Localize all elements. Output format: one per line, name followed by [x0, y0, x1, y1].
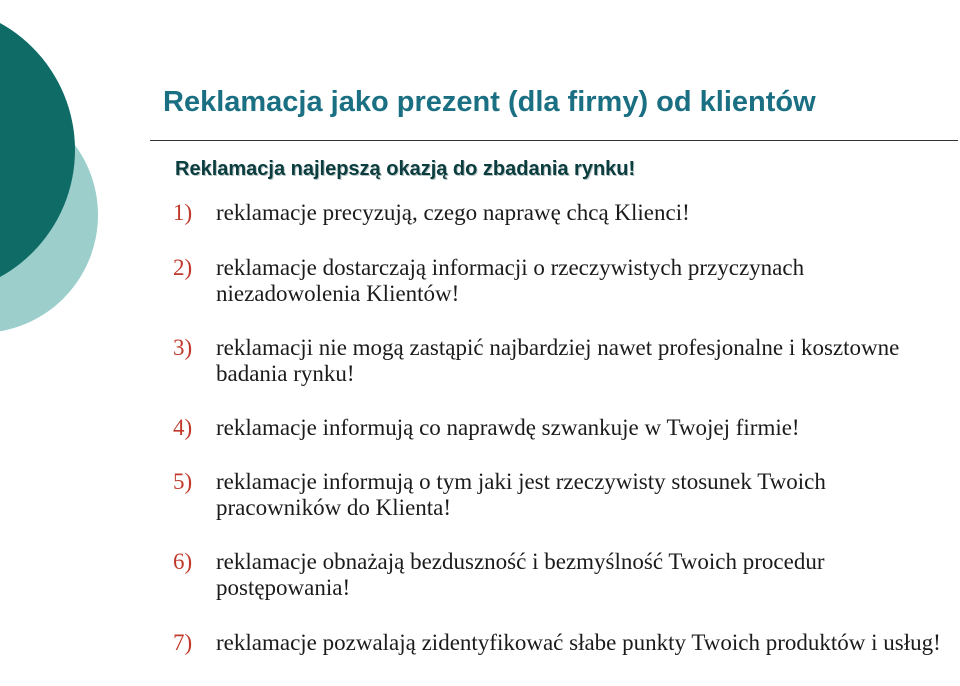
title-divider [150, 140, 958, 141]
item-number: 3) [173, 335, 193, 360]
item-text: reklamacje dostarczają informacji o rzeczywistych przyczynach niezadowolenia Klientów! [216, 255, 805, 306]
item-text: reklamacje informują co naprawdę szwankuje w Twojej firmie! [216, 415, 800, 440]
item-text: reklamacje informują o tym jaki jest rzeczywisty stosunek Twoich pracowników do Klienta! [216, 469, 826, 520]
item-text: reklamacji nie mogą zastąpić najbardziej nawet profesjonalne i kosztowne badania rynku! [216, 335, 900, 386]
list-item [173, 469, 953, 521]
slide-title: Reklamacja jako prezent (dla firmy) od klientów [163, 86, 816, 118]
list-item [173, 200, 953, 226]
item-text: reklamacje pozwalają zidentyfikować słabe punkty Twoich produktów i usług! [216, 630, 941, 655]
list-item [173, 335, 953, 387]
item-number: 4) [173, 415, 193, 440]
list-item [173, 255, 953, 307]
item-number: 7) [173, 630, 193, 655]
item-number: 2) [173, 255, 193, 280]
list-item [173, 415, 953, 441]
item-number: 6) [173, 549, 193, 574]
item-number: 1) [173, 200, 193, 225]
item-text: reklamacje precyzują, czego naprawę chcą Klienci! [216, 200, 690, 225]
item-text: reklamacje obnażają bezduszność i bezmyślność Twoich procedur postępowania! [216, 549, 825, 600]
item-number: 5) [173, 469, 193, 494]
list-item [173, 630, 953, 656]
slide-subtitle: Reklamacja najlepszą okazją do zbadania rynku! [175, 158, 636, 180]
list-item [173, 549, 953, 601]
